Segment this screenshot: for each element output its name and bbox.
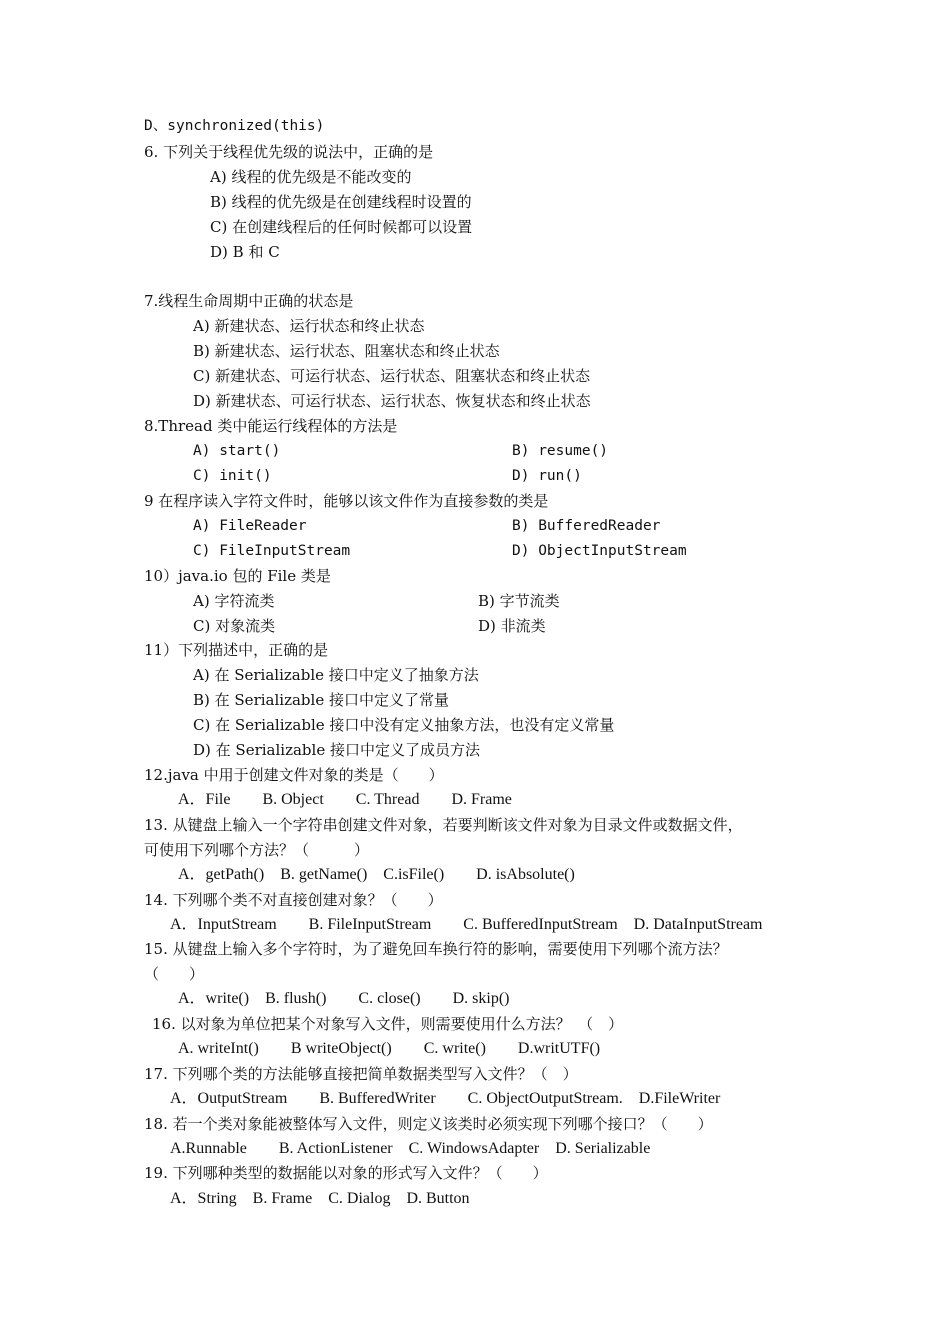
options-17: A．OutputStream B. BufferedWriter C. ObjectOutputStream. D.FileWriter — [170, 1090, 721, 1107]
option-a: A) 在 Serializable 接口中定义了抽象方法 — [193, 666, 479, 684]
question-11: 11）下列描述中，正确的是 — [144, 641, 329, 659]
question-10: 10）java.io 包的 File 类是 — [144, 567, 331, 585]
option-a: A) 字符流类 — [193, 592, 275, 610]
question-15: 15. 从键盘上输入多个字符时，为了避免回车换行符的影响，需要使用下列哪个流方法？ — [144, 940, 728, 958]
option-d: D) run() — [512, 468, 582, 484]
option-b: B) 在 Serializable 接口中定义了常量 — [193, 691, 449, 709]
question-7: 7.线程生命周期中正确的状态是 — [144, 292, 354, 310]
option-a: A) start() — [193, 443, 281, 459]
options-15: A．write() B. flush() C. close() D. skip() — [178, 990, 510, 1007]
option-c: C) 在创建线程后的任何时候都可以设置 — [210, 218, 473, 236]
question-13-continued: 可使用下列哪个方法？（ ） — [144, 841, 370, 859]
option-b: B) 字节流类 — [478, 592, 560, 610]
options-18: A.Runnable B. ActionListener C. WindowsAdapter D. Serializable — [170, 1140, 651, 1157]
options-12: A．File B. Object C. Thread D. Frame — [178, 791, 512, 808]
option-c: C) 新建状态、可运行状态、运行状态、阻塞状态和终止状态 — [193, 367, 591, 385]
option-d: D) ObjectInputStream — [512, 543, 687, 559]
question-18: 18. 若一个类对象能被整体写入文件，则定义该类时必须实现下列哪个接口？（ ） — [144, 1115, 713, 1133]
question-14: 14. 下列哪个类不对直接创建对象？（ ） — [144, 891, 443, 909]
option-c: C) 在 Serializable 接口中没有定义抽象方法，也没有定义常量 — [193, 716, 615, 734]
options-14: A．InputStream B. FileInputStream C. BufferedInputStream D. DataInputStream — [170, 916, 763, 933]
text-line: D、synchronized(this) — [144, 118, 325, 134]
question-19: 19. 下列哪种类型的数据能以对象的形式写入文件？（ ） — [144, 1164, 548, 1182]
option-b: B) 线程的优先级是在创建线程时设置的 — [210, 193, 472, 211]
option-b: B) resume() — [512, 443, 609, 459]
question-8: 8.Thread 类中能运行线程体的方法是 — [144, 417, 398, 435]
options-16: A. writeInt() B writeObject() C. write() D.writUTF() — [178, 1040, 601, 1057]
option-c: C) FileInputStream — [193, 543, 351, 559]
option-d: D) 新建状态、可运行状态、运行状态、恢复状态和终止状态 — [193, 392, 591, 410]
option-d: D) 非流类 — [478, 617, 546, 635]
option-a: A) 新建状态、运行状态和终止状态 — [193, 317, 425, 335]
option-c: C) init() — [193, 468, 272, 484]
options-13: A．getPath() B. getName() C.isFile() D. isAbsolute() — [178, 866, 575, 883]
question-13: 13. 从键盘上输入一个字符串创建文件对象，若要判断该文件对象为目录文件或数据文件， — [144, 816, 743, 834]
option-b: B) BufferedReader — [512, 518, 661, 534]
option-a: A) FileReader — [193, 518, 307, 534]
question-17: 17. 下列哪个类的方法能够直接把简单数据类型写入文件？（ ） — [144, 1065, 578, 1083]
question-12: 12.java 中用于创建文件对象的类是（ ） — [144, 766, 444, 784]
option-a: A) 线程的优先级是不能改变的 — [210, 168, 412, 186]
option-b: B) 新建状态、运行状态、阻塞状态和终止状态 — [193, 342, 500, 360]
question-6: 6. 下列关于线程优先级的说法中，正确的是 — [144, 143, 434, 161]
question-15-continued: （ ） — [144, 965, 205, 983]
question-16: 16. 以对象为单位把某个对象写入文件，则需要使用什么方法？ （ ） — [152, 1015, 624, 1033]
option-d: D) B 和 C — [210, 243, 280, 261]
option-d: D) 在 Serializable 接口中定义了成员方法 — [193, 741, 480, 759]
option-c: C) 对象流类 — [193, 617, 276, 635]
question-9: 9 在程序读入字符文件时，能够以该文件作为直接参数的类是 — [144, 492, 549, 510]
options-19: A．String B. Frame C. Dialog D. Button — [170, 1190, 470, 1207]
